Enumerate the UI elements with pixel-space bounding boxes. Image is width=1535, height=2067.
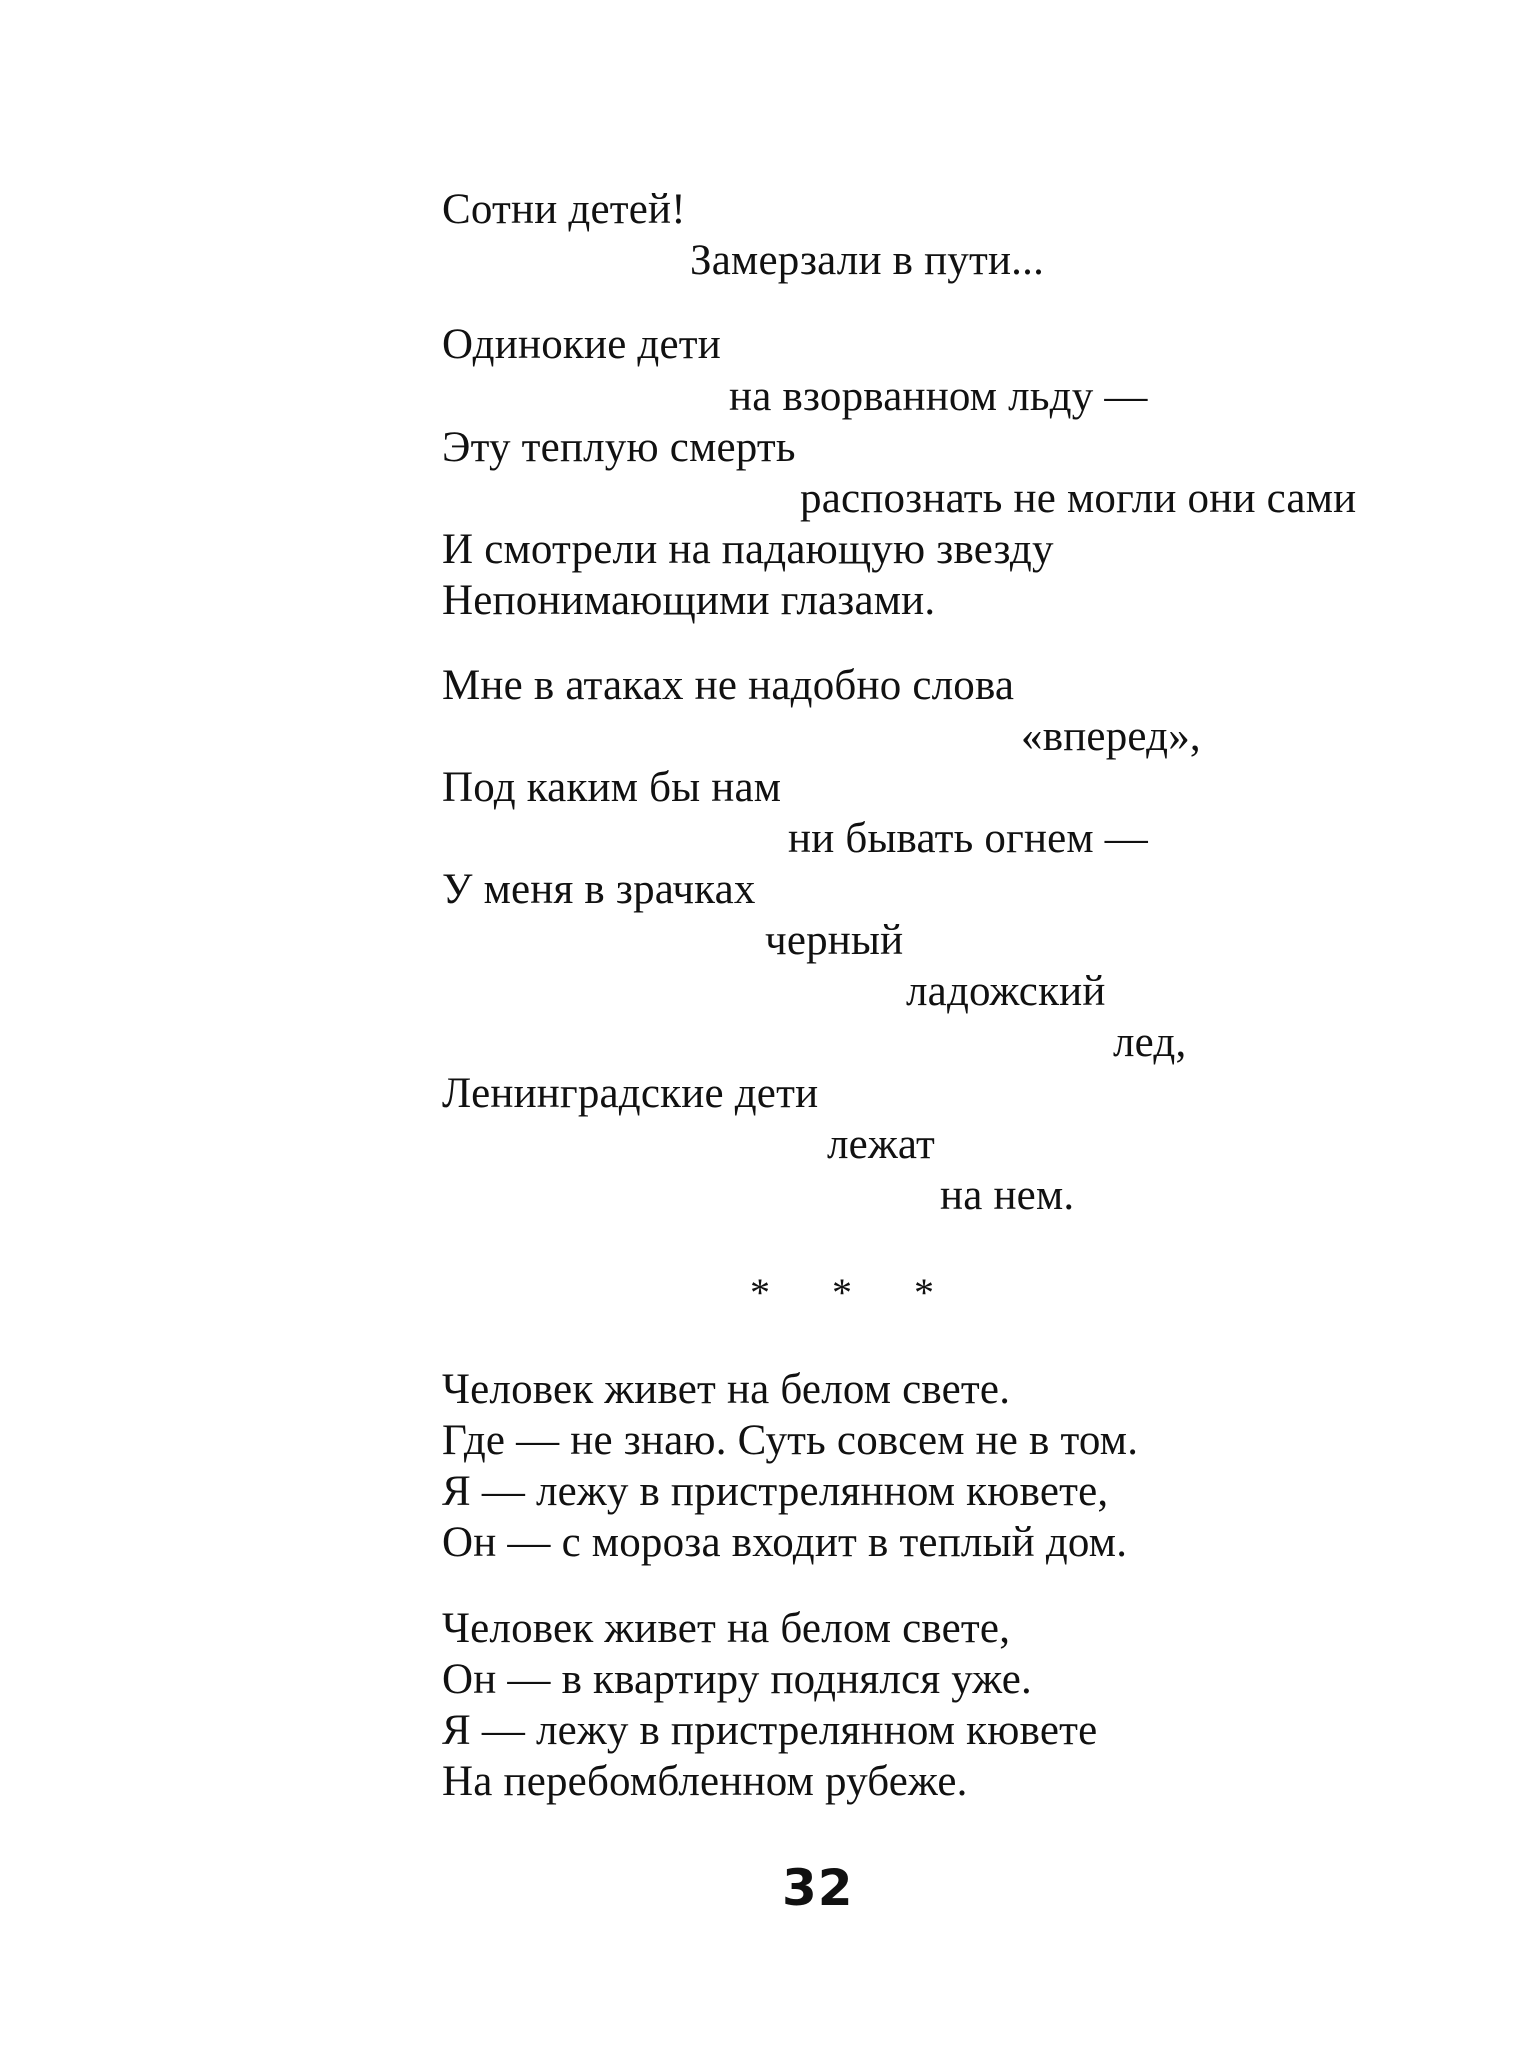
poem-line: Замерзали в пути... xyxy=(690,237,1045,284)
poem-line: Сотни детей! xyxy=(442,186,686,233)
poem-line: Я — лежу в пристрелянном кювете xyxy=(442,1707,1098,1754)
poem-line: Мне в атаках не надобно слова xyxy=(442,662,1015,709)
poem-line: ни бывать огнем — xyxy=(788,815,1148,862)
poem-line: Эту теплую смерть xyxy=(442,424,796,471)
poem-line: Я — лежу в пристрелянном кювете, xyxy=(442,1468,1109,1515)
poem-line: Он — в квартиру поднялся уже. xyxy=(442,1656,1032,1703)
poem-line: Под каким бы нам xyxy=(442,764,782,811)
poem-line: ладожский xyxy=(906,968,1106,1015)
poem-line: распознать не могли они сами xyxy=(800,475,1357,522)
poem-line: И смотрели на падающую звезду xyxy=(442,526,1054,573)
poem-line: «вперед», xyxy=(1021,713,1201,760)
poem-line: на нем. xyxy=(940,1172,1075,1219)
poem-line: У меня в зрачках xyxy=(442,866,756,913)
poem-line: черный xyxy=(765,917,904,964)
poem-line: Человек живет на белом свете, xyxy=(442,1605,1011,1652)
poem-line: Человек живет на белом свете. xyxy=(442,1366,1011,1413)
poem-line: Где — не знаю. Суть совсем не в том. xyxy=(442,1417,1139,1464)
section-separator: * * * xyxy=(750,1270,960,1315)
poem-line: Непонимающими глазами. xyxy=(442,577,936,624)
poem-line: Он — с мороза входит в теплый дом. xyxy=(442,1519,1128,1566)
poem-line: лед, xyxy=(1113,1019,1187,1066)
poem-line: Одинокие дети xyxy=(442,321,721,368)
page-number: 32 xyxy=(782,1859,854,1917)
poem-line: лежат xyxy=(827,1121,936,1168)
poem-line: На перебомбленном рубеже. xyxy=(442,1758,968,1805)
poem-line: Ленинградские дети xyxy=(442,1070,819,1117)
poem-line: на взорванном льду — xyxy=(729,373,1148,420)
